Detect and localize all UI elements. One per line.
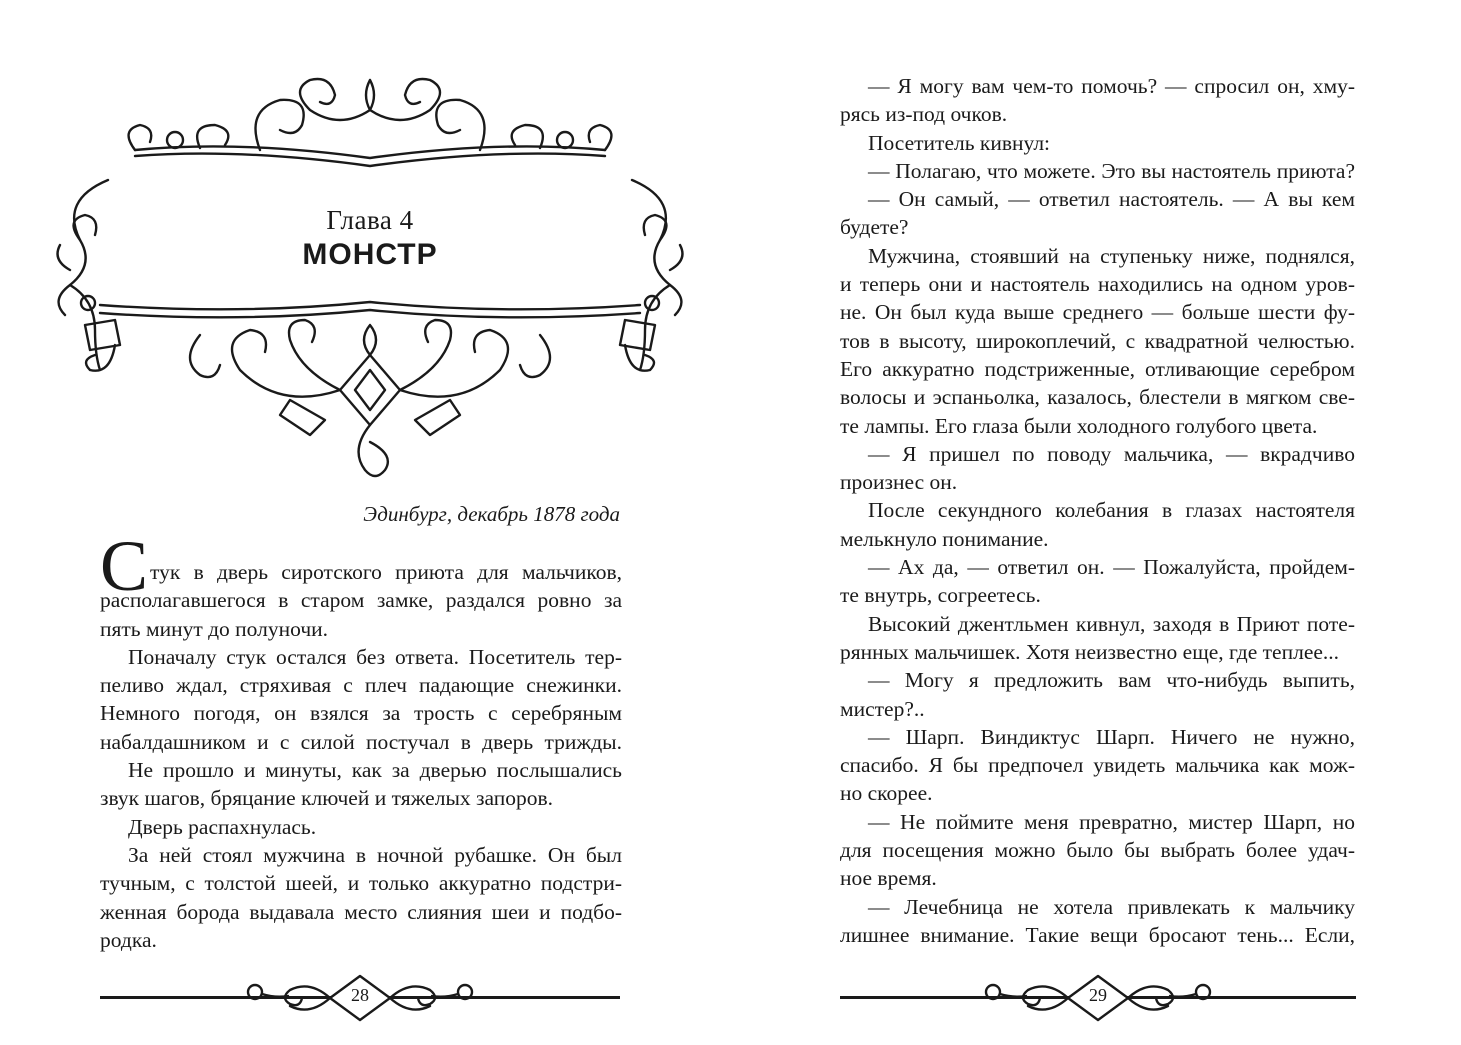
text-line: Мужчина, стоявший на ступеньку ниже, поднялся, xyxy=(868,243,1355,268)
text-line: набалдашником и с силой постучал в дверь трижды. xyxy=(100,729,622,754)
text-line: для посещения можно было бы выбрать более удач- xyxy=(840,838,1355,863)
text-line: тук в дверь сиротского приюта для мальчиков, xyxy=(150,560,622,584)
text-line: тов в высоту, широкоплечий, с квадратной челюстью. xyxy=(840,328,1355,353)
text-line: После секундного колебания в глазах настоятеля xyxy=(868,498,1355,523)
text-line: — Не поймите меня превратно, мистер Шарп, но xyxy=(868,809,1355,834)
text-line: пеливо ждал, стряхивая с плеч падающие снежинки. xyxy=(100,673,622,698)
left-body-text xyxy=(100,558,622,954)
chapter-title: МОНСТР xyxy=(302,238,438,271)
text-line: и теперь они и настоятель находились на одном уров- xyxy=(840,272,1355,297)
text-line: — Шарп. Виндиктус Шарп. Ничего не нужно, xyxy=(868,724,1355,749)
text-line: мелькнуло понимание. xyxy=(840,526,1049,551)
text-line: не. Он был куда выше среднего — больше шести фу- xyxy=(840,300,1355,325)
text-line: — Ах да, — ответил он. — Пожалуйста, пройдем- xyxy=(868,555,1355,580)
chapter-number: Глава 4 xyxy=(326,205,414,235)
text-line: Высокий джентльмен кивнул, заходя в Приют поте- xyxy=(868,611,1355,636)
chapter-ornament-frame xyxy=(40,70,700,490)
text-line: располагавшегося в старом замке, раздался ровно за xyxy=(100,588,622,613)
text-line: спасибо. Я бы предпочел увидеть мальчика как мож- xyxy=(840,753,1355,778)
text-line: — Полагаю, что можете. Это вы настоятель приюта? xyxy=(868,158,1355,183)
text-line: женная борода выдавала место слияния шеи и подбо- xyxy=(100,899,622,924)
text-line: но скорее. xyxy=(840,781,933,806)
text-line: Поначалу стук остался без ответа. Посетитель тер- xyxy=(128,644,622,669)
right-body-text xyxy=(840,72,1355,949)
text-line: За ней стоял мужчина в ночной рубашке. Он был xyxy=(128,842,622,867)
text-line: тучным, с толстой шеей, и только аккуратно подстри- xyxy=(100,871,622,896)
left-page xyxy=(0,0,730,1045)
text-line: мистер?.. xyxy=(840,696,925,721)
dateline: Эдинбург, декабрь 1878 года xyxy=(363,502,620,526)
text-line: ное время. xyxy=(840,866,937,891)
text-line: Дверь распахнулась. xyxy=(128,814,317,839)
text-line: те внутрь, согреетесь. xyxy=(840,583,1041,608)
drop-cap: С xyxy=(100,526,149,606)
text-line: Его аккуратно подстриженные, отливающие серебром xyxy=(840,356,1355,381)
text-line: те лампы. Его глаза были холодного голубого цвета. xyxy=(840,413,1318,438)
text-line: волосы и эспаньолка, казалось, блестели в мягком све- xyxy=(840,385,1355,410)
text-line: рянных мальчишек. Хотя неизвестно еще, где теплее... xyxy=(840,639,1340,664)
text-line: — Лечебница не хотела привлекать к мальчику xyxy=(868,894,1355,919)
right-page xyxy=(730,0,1461,1045)
text-line: произнес он. xyxy=(840,470,958,495)
text-line: лишнее внимание. Такие вещи бросают тень... Если, xyxy=(840,922,1355,947)
text-line: — Могу я предложить вам что-нибудь выпить, xyxy=(868,668,1355,693)
text-line: будете? xyxy=(840,215,909,240)
text-line: пять минут до полуночи. xyxy=(100,616,329,641)
text-line: — Он самый, — ответил настоятель. — А вы кем xyxy=(868,187,1355,212)
page-number-right: 29 xyxy=(1089,985,1107,1005)
text-line: — Я могу вам чем-то помочь? — спросил он, хму- xyxy=(868,74,1355,98)
text-line: звук шагов, бряцание ключей и тяжелых запоров. xyxy=(100,786,554,811)
text-line: родка. xyxy=(100,927,157,952)
text-line: Немного погодя, он взялся за трость с серебряным xyxy=(100,701,622,726)
page-number-left: 28 xyxy=(351,985,369,1005)
text-line: Не прошло и минуты, как за дверью послышались xyxy=(128,758,622,783)
text-line: рясь из-под очков. xyxy=(840,102,1008,127)
text-line: Посетитель кивнул: xyxy=(868,130,1051,155)
text-line: — Я пришел по поводу мальчика, — вкрадчиво xyxy=(868,441,1355,466)
